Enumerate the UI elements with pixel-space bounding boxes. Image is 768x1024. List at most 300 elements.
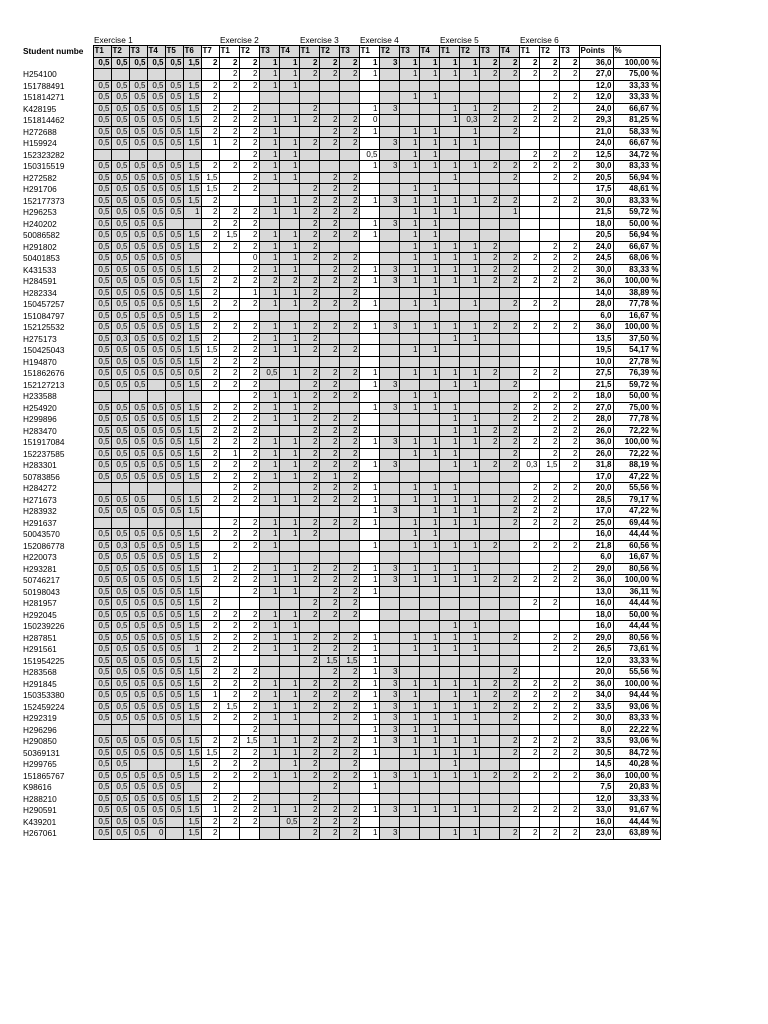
score-cell: 2	[319, 345, 339, 357]
score-cell	[459, 598, 479, 610]
points-cell: 14,0	[579, 287, 613, 299]
score-cell	[399, 333, 419, 345]
score-cell: 0,5	[129, 195, 147, 207]
score-cell: 2	[201, 195, 219, 207]
score-cell: 1	[439, 368, 459, 380]
points-cell: 31,8	[579, 460, 613, 472]
table-row	[22, 322, 660, 334]
score-cell: 0,5	[147, 540, 165, 552]
score-cell	[499, 816, 519, 828]
score-cell: 2	[201, 356, 219, 368]
score-cell: 2	[339, 667, 359, 679]
score-cell: 1	[279, 563, 299, 575]
score-cell: 1	[359, 161, 379, 173]
score-cell: 0,5	[147, 218, 165, 230]
score-cell: 2	[519, 414, 539, 426]
score-cell	[299, 724, 319, 736]
score-cell	[459, 471, 479, 483]
score-cell: 2	[539, 632, 559, 644]
score-cell	[519, 644, 539, 656]
points-cell: 12,0	[579, 793, 613, 805]
score-cell: 0,5	[93, 575, 111, 587]
score-cell: 0,5	[93, 471, 111, 483]
score-cell: 1,5	[183, 759, 201, 771]
score-cell: 0,5	[147, 103, 165, 115]
score-cell: 1	[359, 126, 379, 138]
score-cell	[479, 310, 499, 322]
score-cell: 1	[279, 161, 299, 173]
score-cell: 1,5	[183, 632, 201, 644]
score-cell	[519, 759, 539, 771]
score-cell: 2	[319, 437, 339, 449]
score-cell: 0,5	[93, 816, 111, 828]
score-cell: 2	[219, 759, 239, 771]
score-cell: 1	[419, 575, 439, 587]
score-cell	[499, 586, 519, 598]
score-cell: 2	[559, 690, 579, 702]
score-cell: 1	[399, 276, 419, 288]
score-cell: 0,5	[93, 828, 111, 840]
percent-cell: 68,06 %	[613, 253, 660, 265]
score-cell: 1,5	[201, 747, 219, 759]
score-cell: 2	[299, 184, 319, 196]
score-cell	[479, 621, 499, 633]
score-cell: 1	[259, 195, 279, 207]
score-cell: 1	[259, 69, 279, 81]
score-cell: 0,5	[111, 759, 129, 771]
table-row	[22, 195, 660, 207]
score-cell: 0,5	[93, 184, 111, 196]
score-cell: 0,5	[93, 782, 111, 794]
score-cell: 0,5	[165, 609, 183, 621]
score-cell: 2	[219, 805, 239, 817]
student-number: 151084797	[23, 310, 65, 321]
score-cell: 0,5	[165, 644, 183, 656]
score-cell: 1,5	[183, 736, 201, 748]
percent-cell: 88,19 %	[613, 460, 660, 472]
score-cell	[559, 506, 579, 518]
score-cell: 1	[399, 517, 419, 529]
score-cell	[219, 149, 239, 161]
score-cell	[459, 80, 479, 92]
score-cell: 0,5	[165, 471, 183, 483]
score-cell: 1	[419, 448, 439, 460]
score-cell: 2	[201, 782, 219, 794]
score-cell: 0,5	[183, 368, 201, 380]
score-cell: 2	[319, 644, 339, 656]
percent-cell: 59,72 %	[613, 207, 660, 219]
student-number: 150315519	[23, 161, 65, 172]
score-cell	[439, 149, 459, 161]
score-cell: 2	[519, 747, 539, 759]
score-cell: 1	[259, 230, 279, 242]
score-cell: 2	[319, 69, 339, 81]
score-cell: 2	[239, 345, 259, 357]
score-cell	[439, 586, 459, 598]
points-cell: 18,0	[579, 218, 613, 230]
score-cell: 0,5	[129, 414, 147, 426]
score-cell: 1	[459, 575, 479, 587]
score-cell	[165, 828, 183, 840]
score-cell: 2	[239, 805, 259, 817]
score-cell: 1	[279, 713, 299, 725]
score-cell: 2	[219, 563, 239, 575]
score-cell	[419, 621, 439, 633]
score-cell: 0,5	[147, 621, 165, 633]
score-cell: 2	[219, 471, 239, 483]
score-cell	[519, 724, 539, 736]
score-cell: 0,5	[147, 575, 165, 587]
score-cell: 2	[219, 747, 239, 759]
score-cell: 1,5	[183, 586, 201, 598]
score-cell: 0,5	[93, 253, 111, 265]
score-cell: 1,5	[219, 701, 239, 713]
score-cell	[459, 655, 479, 667]
table-row	[22, 655, 660, 667]
score-cell: 0,5	[111, 92, 129, 104]
score-cell: 1	[279, 448, 299, 460]
score-cell: 1	[359, 230, 379, 242]
student-number: H292319	[23, 713, 57, 724]
table-row	[22, 621, 660, 633]
score-cell	[559, 230, 579, 242]
score-cell: 2	[239, 241, 259, 253]
score-cell: 1	[419, 437, 439, 449]
score-cell: 1	[359, 437, 379, 449]
score-cell: 1	[439, 115, 459, 127]
score-cell: 1	[419, 563, 439, 575]
score-cell: 2	[299, 805, 319, 817]
score-cell	[359, 92, 379, 104]
score-cell	[479, 782, 499, 794]
score-cell: 3	[379, 57, 399, 69]
score-cell: 2	[201, 828, 219, 840]
score-cell	[419, 425, 439, 437]
score-cell: 1	[183, 644, 201, 656]
score-cell: 2	[559, 701, 579, 713]
score-cell	[479, 667, 499, 679]
score-cell: 0,5	[165, 655, 183, 667]
score-cell: 0,5	[129, 287, 147, 299]
score-cell	[479, 586, 499, 598]
score-cell: 0,5	[147, 736, 165, 748]
score-cell	[259, 724, 279, 736]
score-cell: 0,5	[111, 138, 129, 150]
score-cell: 1,5	[183, 161, 201, 173]
score-cell	[93, 724, 111, 736]
points-cell: 20,5	[579, 172, 613, 184]
student-number: H284591	[23, 276, 57, 287]
score-cell: 3	[379, 402, 399, 414]
score-cell: 2	[299, 333, 319, 345]
score-cell: 1	[359, 69, 379, 81]
score-cell: 0,5	[129, 184, 147, 196]
score-cell	[479, 506, 499, 518]
percent-cell: 79,17 %	[613, 494, 660, 506]
table-row	[22, 379, 660, 391]
score-cell: 0,5	[111, 80, 129, 92]
table-row	[22, 678, 660, 690]
score-cell: 2	[239, 264, 259, 276]
score-cell: 2	[299, 563, 319, 575]
score-cell: 1	[459, 678, 479, 690]
score-cell: 2	[239, 172, 259, 184]
score-cell: 0,5	[165, 138, 183, 150]
score-cell: 2	[299, 379, 319, 391]
score-cell: 2	[219, 667, 239, 679]
score-cell: 1	[279, 621, 299, 633]
student-number: H267061	[23, 828, 57, 839]
score-cell	[519, 264, 539, 276]
score-cell	[519, 713, 539, 725]
student-number: H288210	[23, 793, 57, 804]
score-cell	[419, 609, 439, 621]
score-cell	[419, 598, 439, 610]
score-cell: 0,5	[147, 437, 165, 449]
score-cell: 0,5	[111, 287, 129, 299]
score-cell	[299, 552, 319, 564]
score-cell	[559, 356, 579, 368]
score-cell: 1	[259, 609, 279, 621]
score-cell	[459, 793, 479, 805]
score-cell: 2	[479, 161, 499, 173]
score-cell	[479, 713, 499, 725]
score-cell: 2	[299, 241, 319, 253]
student-number: H272582	[23, 172, 57, 183]
score-cell: 2	[339, 517, 359, 529]
score-cell: 1	[279, 414, 299, 426]
score-cell: 1	[439, 759, 459, 771]
score-cell: 2	[319, 425, 339, 437]
student-number: 150353380	[23, 690, 65, 701]
score-cell	[359, 621, 379, 633]
score-cell: 0,5	[147, 333, 165, 345]
table-row	[22, 540, 660, 552]
score-cell: 0,5	[93, 161, 111, 173]
score-cell	[319, 529, 339, 541]
points-cell: 6,0	[579, 310, 613, 322]
score-cell	[399, 310, 419, 322]
score-cell: 0,5	[129, 552, 147, 564]
score-cell: 0,5	[165, 690, 183, 702]
score-cell	[519, 172, 539, 184]
score-cell: 2	[559, 678, 579, 690]
table-row	[22, 460, 660, 472]
table-row	[22, 724, 660, 736]
score-cell: 0,5	[147, 471, 165, 483]
score-cell	[299, 126, 319, 138]
score-cell: 2	[239, 759, 259, 771]
score-cell	[219, 506, 239, 518]
score-cell: 1,5	[183, 195, 201, 207]
score-cell: 0,5	[129, 506, 147, 518]
student-number: H291637	[23, 517, 57, 528]
score-cell	[439, 126, 459, 138]
score-cell: 0,5	[165, 322, 183, 334]
score-cell	[459, 667, 479, 679]
score-cell: 0,5	[129, 299, 147, 311]
score-cell	[559, 368, 579, 380]
score-cell	[359, 184, 379, 196]
score-cell: 2	[299, 793, 319, 805]
score-cell: 2	[201, 80, 219, 92]
score-cell: 1	[419, 195, 439, 207]
score-cell: 1,5	[183, 494, 201, 506]
percent-cell: 66,67 %	[613, 103, 660, 115]
score-cell	[479, 529, 499, 541]
score-cell: 0,5	[147, 506, 165, 518]
percent-cell: 27,78 %	[613, 356, 660, 368]
score-cell	[279, 126, 299, 138]
score-cell: 0,5	[165, 713, 183, 725]
score-cell: 1	[279, 690, 299, 702]
score-cell: 2	[539, 414, 559, 426]
score-cell: 3	[379, 770, 399, 782]
score-cell: 1	[279, 759, 299, 771]
score-cell: 2	[219, 425, 239, 437]
score-cell: 2	[239, 184, 259, 196]
score-cell: 2	[519, 678, 539, 690]
score-cell: 0,5	[147, 667, 165, 679]
score-cell: 1,5	[201, 172, 219, 184]
score-cell: 2	[319, 218, 339, 230]
score-cell: 1	[259, 586, 279, 598]
percent-cell: 83,33 %	[613, 161, 660, 173]
score-cell: 2	[239, 149, 259, 161]
score-cell: 0,5	[165, 563, 183, 575]
score-cell: 2	[499, 575, 519, 587]
score-cell	[219, 253, 239, 265]
score-cell: 0,5	[93, 379, 111, 391]
score-cell: 1	[459, 333, 479, 345]
score-cell	[559, 138, 579, 150]
percent-cell: 100,00 %	[613, 276, 660, 288]
score-cell: 2	[201, 264, 219, 276]
score-cell: 2	[539, 805, 559, 817]
score-cell	[219, 586, 239, 598]
task-header: T1	[439, 46, 459, 58]
score-cell	[479, 80, 499, 92]
score-cell: 2	[339, 322, 359, 334]
score-cell: 2	[339, 805, 359, 817]
student-number: H194870	[23, 356, 57, 367]
table-row	[22, 333, 660, 345]
score-cell: 2	[519, 276, 539, 288]
score-cell	[539, 230, 559, 242]
score-cell: 1	[279, 299, 299, 311]
score-cell: 2	[201, 126, 219, 138]
score-cell	[399, 115, 419, 127]
points-cell: 27,5	[579, 368, 613, 380]
score-cell: 1	[359, 586, 379, 598]
score-cell: 1	[419, 276, 439, 288]
table-row	[22, 264, 660, 276]
score-cell: 1,5	[183, 529, 201, 541]
score-cell	[439, 299, 459, 311]
score-cell: 2	[299, 448, 319, 460]
score-cell	[259, 816, 279, 828]
percent-cell: 93,06 %	[613, 736, 660, 748]
score-cell: 1,5	[183, 747, 201, 759]
score-cell	[419, 172, 439, 184]
score-cell: 1	[439, 161, 459, 173]
student-number: 50401853	[23, 253, 60, 264]
score-cell: 2	[479, 195, 499, 207]
score-cell	[399, 414, 419, 426]
score-cell: 1	[459, 276, 479, 288]
score-cell: 1,5	[183, 402, 201, 414]
score-cell: 0,5	[147, 414, 165, 426]
score-cell: 1	[259, 736, 279, 748]
score-cell: 0,5	[165, 598, 183, 610]
score-cell: 2	[219, 69, 239, 81]
score-cell	[399, 552, 419, 564]
score-cell: 2	[201, 471, 219, 483]
score-cell	[299, 621, 319, 633]
score-cell: 2	[499, 805, 519, 817]
score-cell: 1,5	[183, 598, 201, 610]
score-cell	[559, 218, 579, 230]
student-number: H296253	[23, 207, 57, 218]
score-cell: 1	[419, 644, 439, 656]
table-row	[22, 115, 660, 127]
score-cell	[147, 69, 165, 81]
score-cell: 1	[459, 644, 479, 656]
score-cell	[519, 218, 539, 230]
score-cell: 1	[359, 678, 379, 690]
score-cell: 0,5	[165, 494, 183, 506]
score-cell	[419, 471, 439, 483]
score-cell: 2	[201, 287, 219, 299]
score-cell	[279, 828, 299, 840]
score-cell	[379, 299, 399, 311]
score-cell: 1	[399, 57, 419, 69]
score-cell: 0,5	[129, 655, 147, 667]
score-cell: 2	[559, 264, 579, 276]
score-cell: 0,5	[165, 747, 183, 759]
score-cell: 2	[201, 655, 219, 667]
score-cell	[147, 494, 165, 506]
score-cell	[459, 184, 479, 196]
score-cell	[279, 552, 299, 564]
score-cell: 2	[259, 276, 279, 288]
score-cell: 2	[339, 816, 359, 828]
score-cell	[419, 115, 439, 127]
score-cell: 0,5	[111, 747, 129, 759]
student-number	[22, 57, 93, 69]
percent-cell: 100,00 %	[613, 770, 660, 782]
score-cell: 2	[299, 529, 319, 541]
score-cell: 3	[379, 575, 399, 587]
score-cell	[359, 207, 379, 219]
score-cell: 0,5	[165, 368, 183, 380]
points-cell: 20,0	[579, 667, 613, 679]
score-cell: 2	[499, 437, 519, 449]
score-cell: 1	[259, 621, 279, 633]
score-cell: 1	[259, 287, 279, 299]
score-cell	[379, 414, 399, 426]
score-cell	[129, 517, 147, 529]
score-cell	[359, 448, 379, 460]
score-cell	[519, 379, 539, 391]
score-cell	[479, 218, 499, 230]
score-cell: 0,5	[129, 310, 147, 322]
score-cell	[319, 506, 339, 518]
score-cell: 2	[201, 736, 219, 748]
score-cell	[219, 287, 239, 299]
score-cell	[359, 287, 379, 299]
score-cell	[419, 828, 439, 840]
